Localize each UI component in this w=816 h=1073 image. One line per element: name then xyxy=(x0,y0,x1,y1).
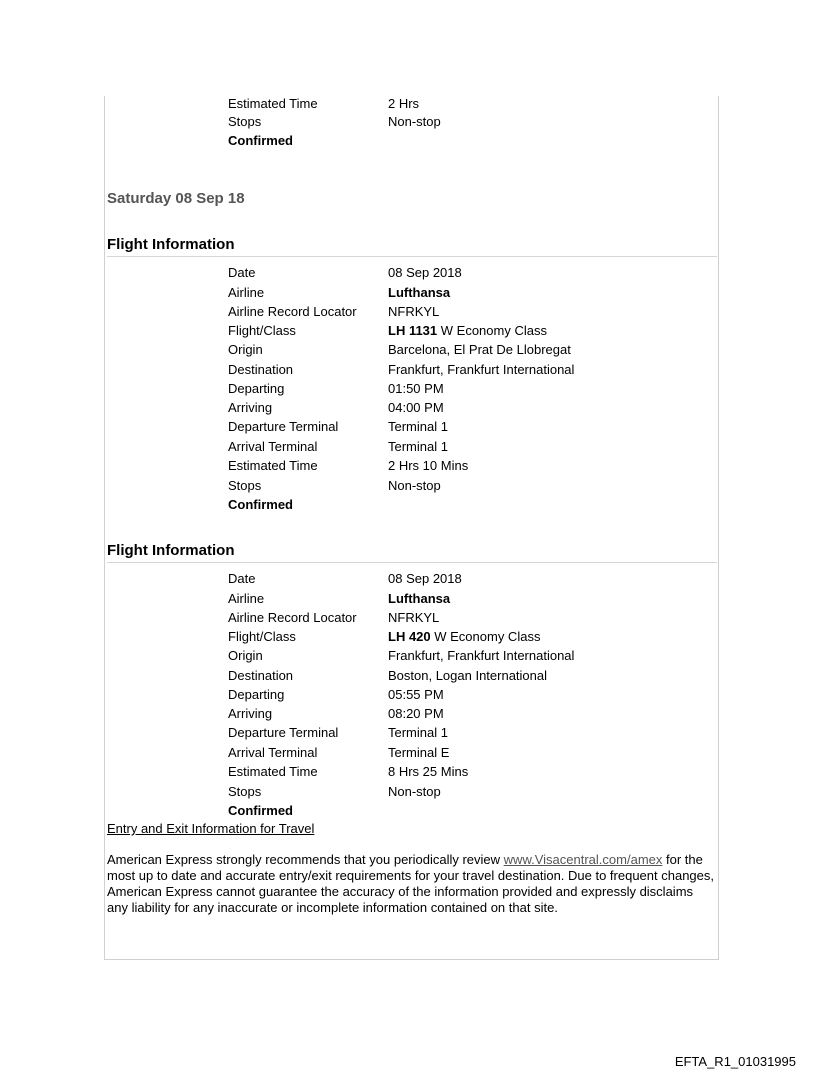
flight-2-arriving: 08:20 PM xyxy=(388,706,444,721)
flight-2-arriving-label: Arriving xyxy=(228,706,273,721)
flight-2-date: 08 Sep 2018 xyxy=(388,571,462,586)
document-id: EFTA_R1_01031995 xyxy=(674,1054,796,1069)
disclaimer-text-1: American Express strongly recommends that you periodically review xyxy=(107,852,504,867)
flight-1-arr-terminal-label: Arrival Terminal xyxy=(228,439,318,454)
flight-2-flight-class xyxy=(388,629,540,647)
flight-2-dep-terminal-label: Departure Terminal xyxy=(228,725,339,740)
visacentral-link[interactable]: www.Visacentral.com/amex xyxy=(503,852,663,867)
flight-1-locator: NFRKYL xyxy=(388,304,440,319)
flight-1-flight-number: LH 1131 xyxy=(388,323,438,338)
prev-status: Confirmed xyxy=(228,133,293,148)
flight-1-arr-terminal: Terminal 1 xyxy=(388,439,448,454)
flight-2-departing-label: Departing xyxy=(228,687,285,702)
flight-2-stops-label: Stops xyxy=(228,784,262,799)
flight-2-est-time: 8 Hrs 25 Mins xyxy=(388,764,469,779)
flight-1-arriving: 04:00 PM xyxy=(388,400,444,415)
flight-1-flight-class xyxy=(388,323,547,341)
flight-1-class: W Economy Class xyxy=(437,323,547,338)
entry-exit-disclaimer xyxy=(107,852,717,916)
entry-exit-title: Entry and Exit Information for Travel xyxy=(107,821,315,836)
prev-stops-value: Non-stop xyxy=(388,114,441,129)
flight-2-stops: Non-stop xyxy=(388,784,441,799)
flight-1-est-time-label: Estimated Time xyxy=(228,458,318,473)
flight-1-arriving-label: Arriving xyxy=(228,400,273,415)
flight-1-heading: Flight Information xyxy=(107,236,717,257)
flight-1-est-time: 2 Hrs 10 Mins xyxy=(388,458,469,473)
flight-1-date: 08 Sep 2018 xyxy=(388,265,462,280)
flight-1-stops: Non-stop xyxy=(388,478,441,493)
flight-1-origin-label: Origin xyxy=(228,342,263,357)
flight-2-class: W Economy Class xyxy=(430,629,541,644)
prev-stops-label: Stops xyxy=(228,114,262,129)
prev-est-time-value: 2 Hrs xyxy=(388,96,420,111)
flight-2-dep-terminal: Terminal 1 xyxy=(388,725,448,740)
flight-2-airline: Lufthansa xyxy=(388,591,451,606)
flight-2-locator-label: Airline Record Locator xyxy=(228,610,357,625)
flight-1-status: Confirmed xyxy=(228,497,293,512)
flight-2-heading: Flight Information xyxy=(107,542,717,563)
flight-2-locator: NFRKYL xyxy=(388,610,440,625)
flight-1-departing-label: Departing xyxy=(228,381,285,396)
flight-2-origin-label: Origin xyxy=(228,648,263,663)
flight-2-arr-terminal: Terminal E xyxy=(388,745,450,760)
flight-1-destination-label: Destination xyxy=(228,362,294,377)
flight-2-flight-number: LH 420 xyxy=(388,629,431,644)
flight-1-airline-label: Airline xyxy=(228,285,265,300)
flight-2-est-time-label: Estimated Time xyxy=(228,764,318,779)
flight-2-origin: Frankfurt, Frankfurt International xyxy=(388,648,575,663)
flight-1-dep-terminal-label: Departure Terminal xyxy=(228,419,339,434)
flight-1-dep-terminal: Terminal 1 xyxy=(388,419,448,434)
flight-2-destination-label: Destination xyxy=(228,668,294,683)
flight-1-locator-label: Airline Record Locator xyxy=(228,304,357,319)
flight-2-departing: 05:55 PM xyxy=(388,687,444,702)
flight-2-status: Confirmed xyxy=(228,803,293,818)
flight-1-flight-label: Flight/Class xyxy=(228,323,296,338)
flight-2-airline-label: Airline xyxy=(228,591,265,606)
flight-2-destination: Boston, Logan International xyxy=(388,668,548,683)
flight-1-stops-label: Stops xyxy=(228,478,262,493)
flight-1-destination: Frankfurt, Frankfurt International xyxy=(388,362,575,377)
day-heading: Saturday 08 Sep 18 xyxy=(107,190,245,207)
flight-1-date-label: Date xyxy=(228,265,256,280)
flight-1-airline: Lufthansa xyxy=(388,285,451,300)
flight-2-date-label: Date xyxy=(228,571,256,586)
flight-2-arr-terminal-label: Arrival Terminal xyxy=(228,745,318,760)
flight-1-departing: 01:50 PM xyxy=(388,381,444,396)
disclaimer-text-2: for the most up to date and accurate entry/exit requirements for your travel destination. Due to frequent changes, American Express cannot guarantee the accuracy of the information provided and expressly disclaims any liability for any inaccurate or incomplete information contained on that site. xyxy=(107,852,715,915)
flight-1-origin: Barcelona, El Prat De Llobregat xyxy=(388,342,571,357)
flight-2-flight-label: Flight/Class xyxy=(228,629,296,644)
prev-est-time-label: Estimated Time xyxy=(228,96,318,111)
